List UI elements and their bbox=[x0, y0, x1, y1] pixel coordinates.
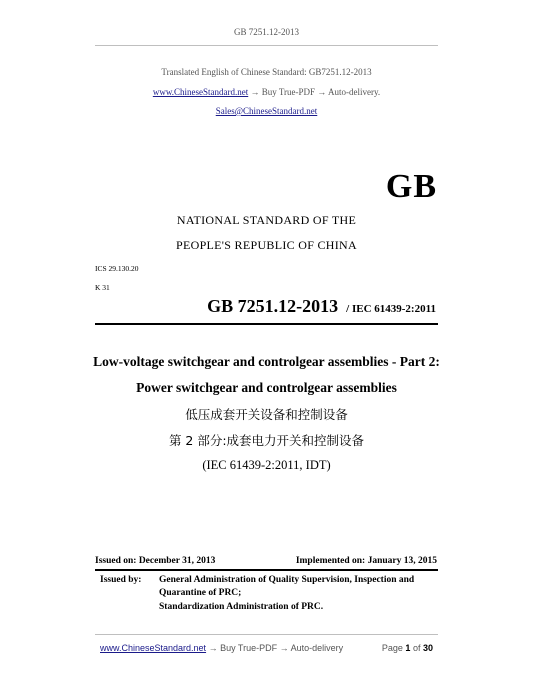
header-rule bbox=[95, 45, 438, 46]
ccs-code: K 31 bbox=[95, 283, 110, 292]
issued-by-label: Issued by: bbox=[100, 575, 142, 585]
standard-number-line bbox=[207, 296, 436, 317]
issuer-line-3: Standardization Administration of PRC. bbox=[159, 602, 324, 612]
dates-rule bbox=[95, 569, 438, 571]
footer-site-link[interactable]: www.ChineseStandard.net bbox=[100, 643, 207, 653]
email-line bbox=[0, 106, 533, 116]
gb-logo: GB bbox=[385, 168, 437, 205]
email-link[interactable]: Sales@ChineseStandard.net bbox=[215, 106, 318, 116]
translation-note: Translated English of Chinese Standard: GB7251.12-2013 bbox=[161, 67, 372, 77]
issuer-line-1: General Administration of Quality Supervision, Inspection and bbox=[159, 575, 415, 585]
footer-purchase-text: → Buy True-PDF → Auto-delivery bbox=[208, 643, 344, 653]
issuer-line-2: Quarantine of PRC; bbox=[159, 588, 242, 598]
equivalent-standard: / IEC 61439-2:2011 bbox=[346, 303, 436, 315]
purchase-text: → Buy True-PDF → Auto-delivery. bbox=[250, 87, 381, 97]
title-cn-2: 第 2 部分:成套电力开关和控制设备 bbox=[168, 433, 365, 448]
site-link[interactable]: www.ChineseStandard.net bbox=[152, 87, 249, 97]
implemented-on: Implemented on: January 13, 2015 bbox=[295, 556, 437, 566]
issued-on: Issued on: December 31, 2013 bbox=[95, 556, 216, 566]
standard-number: GB 7251.12-2013 bbox=[207, 296, 339, 316]
page-total: 30 bbox=[422, 643, 433, 653]
footer-purchase-line bbox=[100, 643, 343, 653]
running-header: GB 7251.12-2013 bbox=[234, 27, 299, 37]
idt-note: (IEC 61439-2:2011, IDT) bbox=[202, 458, 331, 472]
page-indicator bbox=[382, 643, 433, 653]
purchase-line bbox=[0, 87, 533, 97]
title-en-1: Low-voltage switchgear and controlgear assemblies - Part 2: bbox=[93, 354, 440, 369]
title-en-2: Power switchgear and controlgear assemblies bbox=[136, 380, 397, 395]
title-rule bbox=[95, 323, 438, 325]
national-title-1: NATIONAL STANDARD OF THE bbox=[176, 213, 357, 227]
page-label: Page bbox=[381, 643, 403, 653]
ics-code: ICS 29.130.20 bbox=[95, 264, 139, 273]
footer-rule bbox=[95, 634, 438, 635]
title-cn-1: 低压成套开关设备和控制设备 bbox=[185, 407, 348, 422]
page-current: 1 bbox=[405, 643, 411, 653]
page-of: of bbox=[412, 643, 421, 653]
national-title-2: PEOPLE'S REPUBLIC OF CHINA bbox=[176, 238, 357, 252]
